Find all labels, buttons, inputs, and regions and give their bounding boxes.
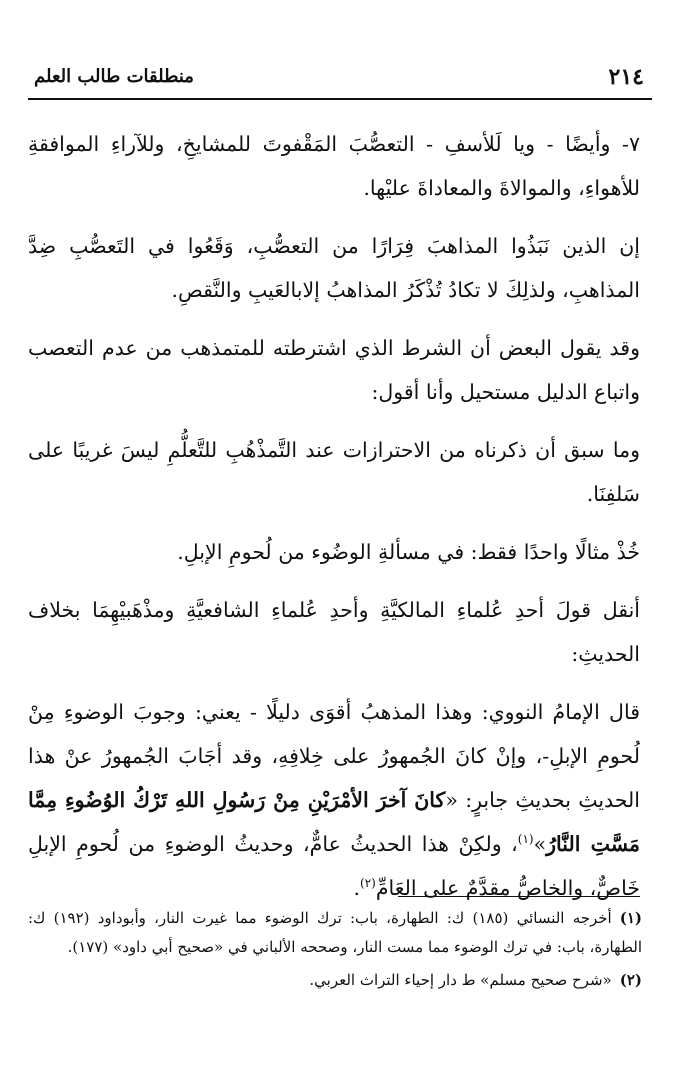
quote-text-end: . (353, 876, 360, 900)
page-number: ٢١٤ (608, 64, 644, 90)
footnote-1 (28, 904, 642, 962)
paragraph-fanaticism: إن الذين نَبَذُوا المذاهبَ فِرَارًا من التعصُّبِ، وَقَعُوا في التَعصُّبِ ضِدَّ المذاهبِ، ولذلِكَ لا تكادُ تُذْكَرُ المذاهبُ إلابالعَيبِ والنَّقصِ. (28, 234, 640, 302)
quote-text-start: قال الإمامُ النووي: وهذا المذهبُ أقوَى دليلًا - يعني: وجوبَ الوضوءِ مِنْ لُحومِ الإبلِ-، وإنْ كانَ الجُمهورُ على خِلافِهِ، وقد أجَابَ الجُمهورُ عنْ هذا الحديثِ بحديثِ جابرٍ: « (28, 700, 640, 812)
footnote-text: أخرجه النسائي (١٨٥) ك: الطهارة، باب: ترك الوضوء مما غيرت النار، وأبوداود (١٩٢) ك: الطهارة، باب: في ترك الوضوء مما مست النار، وصححه الألباني في «صحيح أبي داود» (١٧٧). (28, 909, 642, 956)
paragraph-point-7: ٧- وأيضًا - ويا لَلأسفِ - التعصُّبَ المَقْفوتَ للمشايخِ، وللآراءِ الموافقةِ للأهواءِ، والموالاةَ والمعاداةَ عليْها. (28, 132, 640, 200)
footnote-text: «شرح صحيح مسلم» ط دار إحياء التراث العربي. (309, 971, 612, 989)
footnote-number: (١) (619, 909, 643, 927)
footnote-number: (٢) (619, 971, 642, 989)
paragraph-precautions: وما سبق أن ذكرناه من الاحترازات عند التَّمذْهُبِ للتَّعلُّمِ ليسَ غريبًا على سَلفِنَا. (28, 438, 640, 506)
footnotes (28, 904, 642, 999)
quote-close-mark: » (533, 832, 547, 856)
quote-text-middle: ، ولكِنْ هذا الحديثُ عامٌّ، وحديثُ الوضوءِ من لُحومِ الإبلِ خَاصٌّ، والخاصُّ مقدَّمٌ على العَامِّ (28, 832, 640, 900)
hadith-text: كانَ آخرَ الأمْرَيْنِ مِنْ رَسُولِ اللهِ تَرْكُ الوُضُوءِ مِمَّا مَسَّتِ النَّارُ (28, 788, 640, 856)
paragraph-objection: وقد يقول البعض أن الشرط الذي اشترطته للمتمذهب من عدم التعصب واتباع الدليل مستحيل وأنا أقول: (28, 336, 640, 404)
paragraph-example: خُذْ مثالًا واحدًا فقط: في مسألةِ الوضُوء من لُحومِ الإبلِ. (177, 540, 640, 564)
main-text (28, 122, 640, 924)
paragraph-quote-intro: أنقل قولَ أحدِ عُلماءِ المالكيَّةِ وأحدِ عُلماءِ الشافعيَّةِ ومذْهَبيْهِمَا بخلاف الحديثِ: (28, 598, 640, 666)
footnote-separator (398, 896, 640, 897)
footnote-2 (28, 966, 642, 995)
running-title: منطلقات طالب العلم (34, 66, 194, 87)
footnote-ref-2: (٢) (360, 876, 376, 891)
footnote-ref-1: (١) (517, 832, 534, 847)
paragraph-nawawi-quote (28, 690, 640, 910)
page-header (28, 58, 652, 100)
